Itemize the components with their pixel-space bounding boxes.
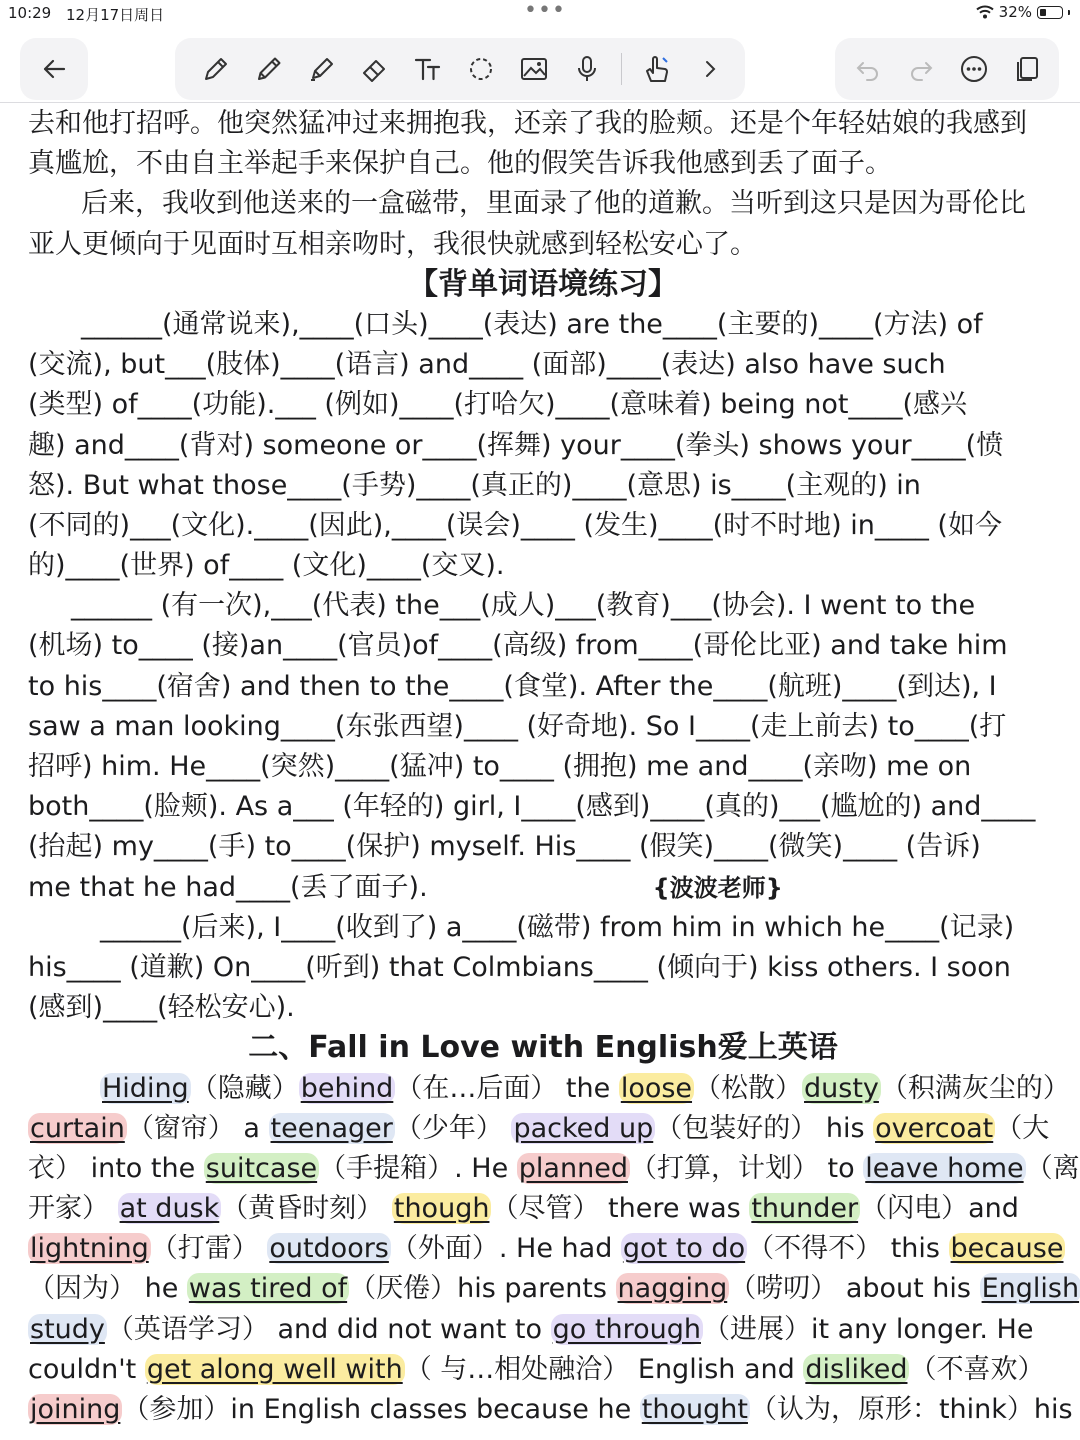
gloss-text: （认为，原形：think）his bbox=[749, 1394, 1073, 1425]
highlighted-word: go through bbox=[552, 1313, 701, 1345]
exercise-line: both____(脸颊). As a___ (年轻的) girl, I____(感到)____(真的)___(尴尬的) and____ bbox=[28, 791, 1036, 823]
teacher-tag: {波波老师} bbox=[652, 873, 783, 902]
image-tool-button[interactable] bbox=[509, 47, 558, 91]
gloss-text: （打雷） bbox=[150, 1233, 268, 1265]
gloss-text: （外面）. He had bbox=[390, 1233, 621, 1265]
highlighted-word: packed up bbox=[513, 1112, 654, 1144]
highlighted-word: joining bbox=[30, 1394, 121, 1425]
drawing-tools bbox=[175, 38, 745, 100]
exercise-line: (类型) of____(功能).___ (例如)____(打哈欠)____(意味着) being not____(感兴 bbox=[28, 389, 968, 421]
status-bar bbox=[0, 0, 1080, 28]
gloss-text: （黄昏时刻） bbox=[221, 1193, 392, 1225]
toolbar bbox=[0, 28, 1080, 103]
more-tools-button[interactable] bbox=[685, 47, 734, 91]
gloss-text: （不得不） this bbox=[747, 1233, 949, 1265]
highlighted-word: dusty bbox=[804, 1072, 879, 1104]
exercise-line: 趣) and____(背对) someone or____(挥舞) your____(拳头) shows your____(愤 bbox=[28, 429, 1004, 461]
vocab-line bbox=[28, 1310, 1058, 1350]
highlighted-word: teenager bbox=[270, 1112, 393, 1144]
exercise-line: (不同的)___(文化).____(因此),____(误会)____ (发生)____(时不时地) in____ (如今 bbox=[28, 509, 1002, 541]
microphone-tool-button[interactable] bbox=[562, 47, 611, 91]
highlighted-word: curtain bbox=[30, 1112, 125, 1144]
exercise-line: 的)____(世界) of____ (文化)____(交叉). bbox=[28, 550, 505, 582]
exercise-line: 招呼) him. He____(突然)____(猛冲) to____ (拥抱) me and____(亲吻) me on bbox=[28, 751, 972, 782]
highlighted-word: at dusk bbox=[119, 1193, 220, 1225]
highlighted-word: lightning bbox=[30, 1233, 149, 1265]
highlighted-word: behind bbox=[300, 1072, 394, 1104]
highlighted-word: though bbox=[393, 1193, 490, 1225]
multitasking-dots-icon[interactable]: ••• bbox=[524, 0, 566, 23]
gloss-text: （厌倦）his parents bbox=[349, 1273, 616, 1305]
highlighted-word: thought bbox=[641, 1394, 748, 1425]
pen-tool-button[interactable] bbox=[191, 47, 240, 91]
wifi-icon bbox=[976, 5, 994, 19]
gloss-text: （少年） bbox=[394, 1112, 512, 1144]
vocab-line bbox=[28, 1390, 1073, 1430]
marker-tool-button[interactable] bbox=[297, 47, 346, 91]
exercise-line: saw a man looking____(东张西望)____ (好奇地). So I____(走上前去) to____(打 bbox=[28, 710, 1007, 742]
gloss-text: （英语学习） and did not want to bbox=[106, 1313, 551, 1345]
gloss-text: （手提箱）. He bbox=[319, 1152, 517, 1184]
section-heading: 【背单词语境练习】 bbox=[408, 266, 678, 302]
gloss-text: （ 与…相处融洽） English and bbox=[404, 1353, 804, 1385]
undo-button[interactable] bbox=[843, 47, 892, 91]
highlighted-word: planned bbox=[518, 1152, 628, 1184]
exercise-line: (抬起) my____(手) to____(保护) myself. His____ (假笑)____(微笑)____ (告诉) bbox=[28, 831, 981, 863]
redo-button[interactable] bbox=[896, 47, 945, 91]
highlighted-word: English bbox=[981, 1273, 1080, 1305]
gloss-text: （离 bbox=[1025, 1152, 1080, 1184]
exercise-text: me that he had____(丢了面子). bbox=[28, 871, 428, 903]
gloss-text: （因为） he bbox=[28, 1273, 187, 1305]
gloss-text: couldn't bbox=[28, 1353, 145, 1385]
document-page bbox=[28, 104, 1080, 1430]
gloss-text: 衣） into the bbox=[28, 1152, 204, 1184]
gloss-text: （包装好的） his bbox=[655, 1112, 874, 1144]
gloss-text: （隐藏） bbox=[190, 1072, 299, 1104]
touch-mode-button[interactable] bbox=[632, 47, 681, 91]
gloss-text: （打算，计划） to bbox=[629, 1152, 864, 1184]
exercise-line: (感到)____(轻松安心). bbox=[28, 992, 295, 1024]
vocab-line bbox=[28, 1189, 1058, 1229]
highlighted-word: thunder bbox=[751, 1193, 859, 1225]
gloss-text: （大 bbox=[995, 1112, 1050, 1144]
pages-button[interactable] bbox=[1002, 47, 1051, 91]
back-arrow-icon[interactable] bbox=[40, 55, 68, 83]
text-line: 去和他打招呼。他突然猛冲过来拥抱我，还亲了我的脸颊。还是个年轻姑娘的我感到 bbox=[28, 108, 1027, 139]
highlighted-word: was tired of bbox=[188, 1273, 348, 1305]
vocab-line bbox=[28, 1149, 1080, 1189]
highlighted-word: because bbox=[950, 1233, 1064, 1265]
undo-icon bbox=[852, 53, 884, 85]
redo-icon bbox=[905, 53, 937, 85]
gloss-text: （在…后面） the bbox=[395, 1072, 619, 1104]
highlighted-word: loose bbox=[620, 1072, 693, 1104]
exercise-line: (机场) to____ (接)an____(官员)of____(高级) from____(哥伦比亚) and take him bbox=[28, 630, 1008, 662]
highlighted-word: Hiding bbox=[102, 1072, 189, 1104]
battery-percent: 32% bbox=[998, 3, 1032, 21]
text-line: 真尴尬，不由自主举起手来保护自己。他的假笑告诉我他感到丢了面子。 bbox=[28, 148, 892, 180]
highlighted-word: nagging bbox=[617, 1273, 728, 1305]
eraser-icon bbox=[359, 53, 391, 85]
gloss-text: （不喜欢） bbox=[909, 1353, 1045, 1385]
vocab-line bbox=[28, 1350, 1058, 1390]
text-icon bbox=[412, 53, 444, 85]
text-line: 亚人更倾向于见面时互相亲吻时，我很快就感到轻松安心了。 bbox=[28, 228, 757, 260]
highlighted-word: study bbox=[30, 1313, 105, 1345]
highlighted-word: got to do bbox=[622, 1233, 746, 1265]
battery-icon bbox=[1037, 6, 1063, 19]
text-tool-button[interactable] bbox=[403, 47, 452, 91]
vocab-paragraph bbox=[28, 1069, 1080, 1431]
text-line: 后来，我收到他送来的一盒磁带，里面录了他的道歉。当听到这只是因为哥伦比 bbox=[81, 188, 1026, 220]
exercise-line: (交流), but___(肢体)____(语言) and____ (面部)____(表达) also have such bbox=[28, 349, 946, 381]
microphone-icon bbox=[571, 53, 603, 85]
gloss-text: 开家） bbox=[28, 1193, 118, 1225]
touch-hand-icon bbox=[641, 53, 673, 85]
vocab-line bbox=[28, 1109, 1058, 1149]
gloss-text: （窗帘） a bbox=[126, 1112, 269, 1144]
actions-group bbox=[835, 38, 1059, 100]
section-heading: 二、Fall in Love with English爱上英语 bbox=[248, 1030, 838, 1066]
status-date: 12月17日周日 bbox=[66, 6, 165, 24]
exercise-line-with-tag bbox=[28, 868, 1058, 908]
pencil-tool-button[interactable] bbox=[244, 47, 293, 91]
gloss-text: （松散） bbox=[694, 1072, 803, 1104]
status-time: 10:29 bbox=[8, 4, 52, 22]
marker-icon bbox=[306, 53, 338, 85]
highlighted-word: disliked bbox=[805, 1353, 908, 1385]
chevron-right-icon bbox=[694, 53, 726, 85]
gloss-text: （闪电）and bbox=[860, 1193, 1019, 1225]
lasso-tool-button[interactable] bbox=[456, 47, 505, 91]
exercise-line: ______(通常说来),____(口头)____(表达) are the____(主要的)____(方法) of bbox=[81, 308, 983, 340]
eraser-tool-button[interactable] bbox=[350, 47, 399, 91]
pencil-icon bbox=[253, 53, 285, 85]
status-indicators bbox=[976, 3, 1070, 21]
gloss-text: （积满灰尘的） bbox=[880, 1072, 1070, 1104]
exercise-line: 怒). But what those____(手势)____(真正的)____(意思) is____(主观的) in bbox=[28, 469, 921, 501]
pen-icon bbox=[200, 53, 232, 85]
gloss-text: （进展）it any longer. He bbox=[702, 1313, 1034, 1345]
lasso-icon bbox=[465, 53, 497, 85]
gloss-text: （唠叨） about his bbox=[729, 1273, 980, 1305]
gloss-text: （参加）in English classes because he bbox=[122, 1394, 640, 1425]
more-options-button[interactable] bbox=[949, 47, 998, 91]
highlighted-word: get along well with bbox=[146, 1353, 403, 1385]
exercise-line: ______ (有一次),___(代表) the___(成人)___(教育)___(协会). I went to the bbox=[71, 590, 976, 622]
highlighted-word: suitcase bbox=[205, 1152, 318, 1184]
gloss-text: （尽管） there was bbox=[491, 1193, 750, 1225]
exercise-line: his____ (道歉) On____(听到) that Colmbians____ (倾向于) kiss others. I soon bbox=[28, 951, 1011, 983]
vocab-line bbox=[28, 1229, 1064, 1269]
vocab-line bbox=[28, 1069, 1070, 1109]
more-icon bbox=[958, 53, 990, 85]
vocab-line bbox=[28, 1269, 1080, 1309]
image-icon bbox=[518, 53, 550, 85]
exercise-line: to his____(宿舍) and then to the____(食堂). After the____(航班)____(到达), I bbox=[28, 670, 997, 702]
pages-icon bbox=[1011, 53, 1043, 85]
exercise-line: ______(后来), I____(收到了) a____(磁带) from him in which he____(记录) bbox=[100, 911, 1015, 943]
highlighted-word: outdoors bbox=[269, 1233, 389, 1265]
back-button[interactable] bbox=[20, 38, 88, 100]
highlighted-word: overcoat bbox=[875, 1112, 994, 1144]
highlighted-word: leave home bbox=[865, 1152, 1024, 1184]
